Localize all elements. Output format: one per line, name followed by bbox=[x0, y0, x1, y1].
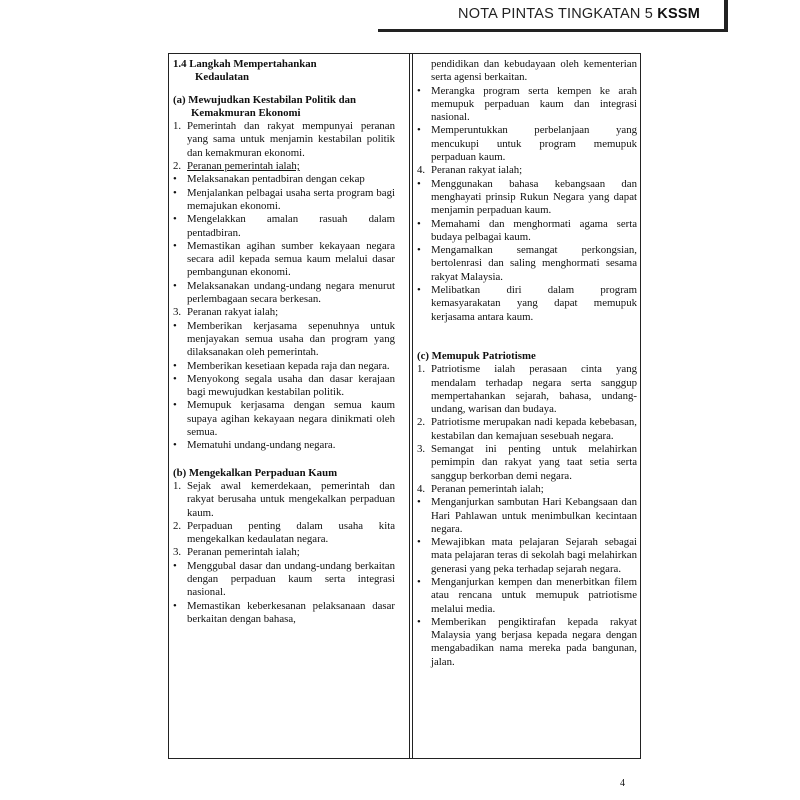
header-title-text bbox=[458, 6, 700, 22]
item-text: Memupuk kerjasama dengan semua kaum supaya agihan kekayaan negara dinikmati oleh semua. bbox=[187, 399, 395, 439]
section-a-title bbox=[173, 94, 395, 121]
bullet: • bbox=[173, 359, 177, 372]
bullet: • bbox=[417, 124, 421, 137]
bullet: • bbox=[417, 615, 421, 628]
bullet: • bbox=[417, 244, 421, 257]
list-item bbox=[173, 373, 395, 400]
item-text: Menjalankan pelbagai usaha serta program bagi memajukan ekonomi. bbox=[187, 186, 395, 212]
left-column bbox=[173, 58, 395, 626]
notes-box bbox=[168, 53, 641, 759]
bullet: • bbox=[173, 173, 177, 186]
item-text: Memastikan agihan sumber kekayaan negara secara adil kepada semua kaum melalui dasar pembangunan ekonomi. bbox=[187, 239, 395, 279]
section-a-title-line2: Kemakmuran Ekonomi bbox=[191, 106, 301, 119]
list-item bbox=[173, 306, 395, 319]
item-text: Memberikan kerjasama sepenuhnya untuk menjayakan semua usaha dan program yang dilaksanakan oleh pemerintah. bbox=[187, 319, 395, 359]
list-item bbox=[417, 124, 637, 164]
bullet: • bbox=[173, 399, 177, 412]
bullet: • bbox=[173, 279, 177, 292]
item-text: Patriotisme ialah perasaan cinta yang mendalam terhadap negara serta sanggup mempertahankan sejarah, bahasa, undang-undang, warisan dan budaya. bbox=[431, 363, 637, 416]
item-text: Memberikan kesetiaan kepada raja dan negara. bbox=[187, 359, 390, 372]
section-heading bbox=[173, 58, 395, 85]
bullet: • bbox=[417, 84, 421, 97]
column-divider bbox=[409, 54, 413, 758]
section-a-title-line1: (a) Mewujudkan Kestabilan Politik dan bbox=[173, 93, 356, 106]
list-item bbox=[417, 85, 637, 125]
list-item bbox=[417, 616, 637, 669]
item-number: 4. bbox=[417, 482, 426, 495]
header-vertical-bar bbox=[724, 0, 728, 32]
continuation-spacer bbox=[417, 58, 431, 85]
bullet: • bbox=[173, 186, 177, 199]
item-text: Sejak awal kemerdekaan, pemerintah dan rakyat berusaha untuk mengekalkan perpaduan kaum. bbox=[187, 479, 395, 519]
bullet: • bbox=[173, 599, 177, 612]
item-text: Memberikan pengiktirafan kepada rakyat Malaysia yang berjasa kepada negara dengan mengabadikan nama mereka pada bangunan, jalan. bbox=[431, 615, 637, 668]
list-item bbox=[173, 120, 395, 160]
item-text: Menggubal dasar dan undang-undang berkaitan dengan perpaduan kaum serta integrasi nasional. bbox=[187, 559, 395, 599]
item-text: Peranan pemerintah ialah; bbox=[187, 546, 300, 559]
bullet: • bbox=[173, 319, 177, 332]
list-item bbox=[417, 218, 637, 245]
list-item bbox=[173, 399, 395, 439]
bullet: • bbox=[173, 439, 177, 452]
item-text: Melaksanakan undang-undang negara menurut perlembagaan secara berkesan. bbox=[187, 279, 395, 306]
bullet: • bbox=[173, 213, 177, 226]
list-item bbox=[173, 360, 395, 373]
item-text: Patriotisme merupakan nadi kepada kebebasan, kestabilan dan kemajuan sesebuah negara. bbox=[431, 416, 637, 442]
list-item bbox=[173, 160, 395, 173]
right-column bbox=[417, 58, 637, 669]
item-number: 3. bbox=[417, 443, 426, 456]
item-text: Memperuntukkan perbelanjaan yang mencukupi untuk program memupuk perpaduan kaum. bbox=[431, 124, 637, 164]
list-item bbox=[417, 496, 637, 536]
list-item bbox=[417, 363, 637, 416]
bullet: • bbox=[173, 559, 177, 572]
list-item bbox=[417, 244, 637, 284]
item-text: Peranan rakyat ialah; bbox=[431, 164, 523, 177]
list-item bbox=[417, 483, 637, 496]
item-number: 2. bbox=[173, 160, 182, 173]
item-text: Perpaduan penting dalam usaha kita mengekalkan kedaulatan negara. bbox=[187, 519, 395, 546]
item-number: 2. bbox=[417, 416, 426, 429]
item-text: Menganjurkan kempen dan menerbitkan filem atau rencana untuk memupuk patriotisme melalui media. bbox=[431, 575, 637, 615]
list-item bbox=[417, 576, 637, 616]
list-item bbox=[173, 187, 395, 214]
item-text: Menyokong segala usaha dan dasar kerajaan bagi mewujudkan kestabilan politik. bbox=[187, 372, 395, 399]
item-text: Menggunakan bahasa kebangsaan dan menghayati prinsip Rukun Negara yang dapat menjamin perpaduan kaum. bbox=[431, 177, 637, 217]
item-text: Peranan pemerintah ialah; bbox=[431, 482, 544, 495]
list-item bbox=[173, 173, 395, 186]
bullet: • bbox=[417, 177, 421, 190]
item-text: Peranan pemerintah ialah; bbox=[187, 160, 300, 173]
list-item bbox=[417, 416, 637, 443]
header-rule bbox=[378, 29, 728, 32]
list-item bbox=[173, 439, 395, 452]
item-number: 2. bbox=[173, 519, 182, 532]
item-text: Mematuhi undang-undang negara. bbox=[187, 439, 336, 452]
bullet: • bbox=[173, 239, 177, 252]
item-text: Mewajibkan mata pelajaran Sejarah sebagai mata pelajaran teras di sekolah bagi melahirkan generasi yang peka terhadap sejarah negara. bbox=[431, 536, 637, 575]
heading-number: 1.4 bbox=[173, 58, 187, 70]
list-item bbox=[173, 520, 395, 547]
section-b-title: (b) Mengekalkan Perpaduan Kaum bbox=[173, 466, 338, 479]
item-number: 3. bbox=[173, 546, 182, 559]
bullet: • bbox=[173, 372, 177, 385]
item-text: pendidikan dan kebudayaan oleh kementerian serta agensi berkaitan. bbox=[431, 58, 637, 84]
item-number: 4. bbox=[417, 164, 426, 177]
list-item bbox=[173, 240, 395, 280]
item-text: Semangat ini penting untuk melahirkan pemimpin dan rakyat yang taat setia serta sanggup berkorban demi negara. bbox=[431, 443, 637, 482]
list-item bbox=[417, 178, 637, 218]
list-item bbox=[417, 443, 637, 483]
list-item bbox=[173, 280, 395, 307]
page-header bbox=[0, 0, 800, 36]
heading-line1: Langkah Mempertahankan bbox=[189, 58, 317, 70]
item-text: Memastikan keberkesanan pelaksanaan dasar berkaitan dengan bahasa, bbox=[187, 599, 395, 625]
bullet: • bbox=[417, 284, 421, 297]
list-item bbox=[173, 546, 395, 559]
list-item bbox=[417, 536, 637, 576]
list-item bbox=[417, 58, 637, 85]
item-text: Merangka program serta kempen ke arah memupuk perpaduan kaum dan integrasi nasional. bbox=[431, 84, 637, 124]
header-title: NOTA PINTAS TINGKATAN 5 bbox=[458, 6, 654, 22]
section-c-title: (c) Memupuk Patriotisme bbox=[417, 349, 536, 362]
item-text: Memahami dan menghormati agama serta budaya pelbagai kaum. bbox=[431, 217, 637, 243]
item-text: Mengamalkan semangat perkongsian, bertolenrasi dan saling menghormati sesama rakyat Malaysia. bbox=[431, 244, 637, 283]
bullet: • bbox=[417, 575, 421, 588]
bullet: • bbox=[417, 536, 421, 549]
list-item bbox=[173, 213, 395, 240]
bullet: • bbox=[417, 217, 421, 230]
list-item bbox=[173, 320, 395, 360]
list-item bbox=[417, 164, 637, 177]
item-number: 1. bbox=[417, 363, 426, 376]
list-item bbox=[417, 284, 637, 324]
item-number: 1. bbox=[173, 120, 182, 133]
item-text: Peranan rakyat ialah; bbox=[187, 306, 279, 319]
item-text: Mengelakkan amalan rasuah dalam pentadbiran. bbox=[187, 213, 395, 239]
header-badge: KSSM bbox=[657, 6, 700, 22]
item-text: Melibatkan diri dalam program kemasyarakatan yang dapat memupuk kerjasama antara kaum. bbox=[431, 284, 637, 323]
item-text: Menganjurkan sambutan Hari Kebangsaan dan Hari Pahlawan untuk menimbulkan kecintaan negara. bbox=[431, 496, 637, 535]
item-number: 3. bbox=[173, 306, 182, 319]
item-text: Melaksanakan pentadbiran dengan cekap bbox=[187, 173, 365, 186]
list-item bbox=[173, 560, 395, 600]
item-number: 1. bbox=[173, 479, 182, 492]
heading-line2: Kedaulatan bbox=[195, 71, 249, 84]
list-item bbox=[173, 600, 395, 627]
page-number: 4 bbox=[620, 778, 625, 789]
item-text: Pemerintah dan rakyat mempunyai peranan yang sama untuk menjamin kestabilan politik dan kemakmuran ekonomi. bbox=[187, 120, 395, 159]
bullet: • bbox=[417, 496, 421, 509]
list-item bbox=[173, 480, 395, 520]
